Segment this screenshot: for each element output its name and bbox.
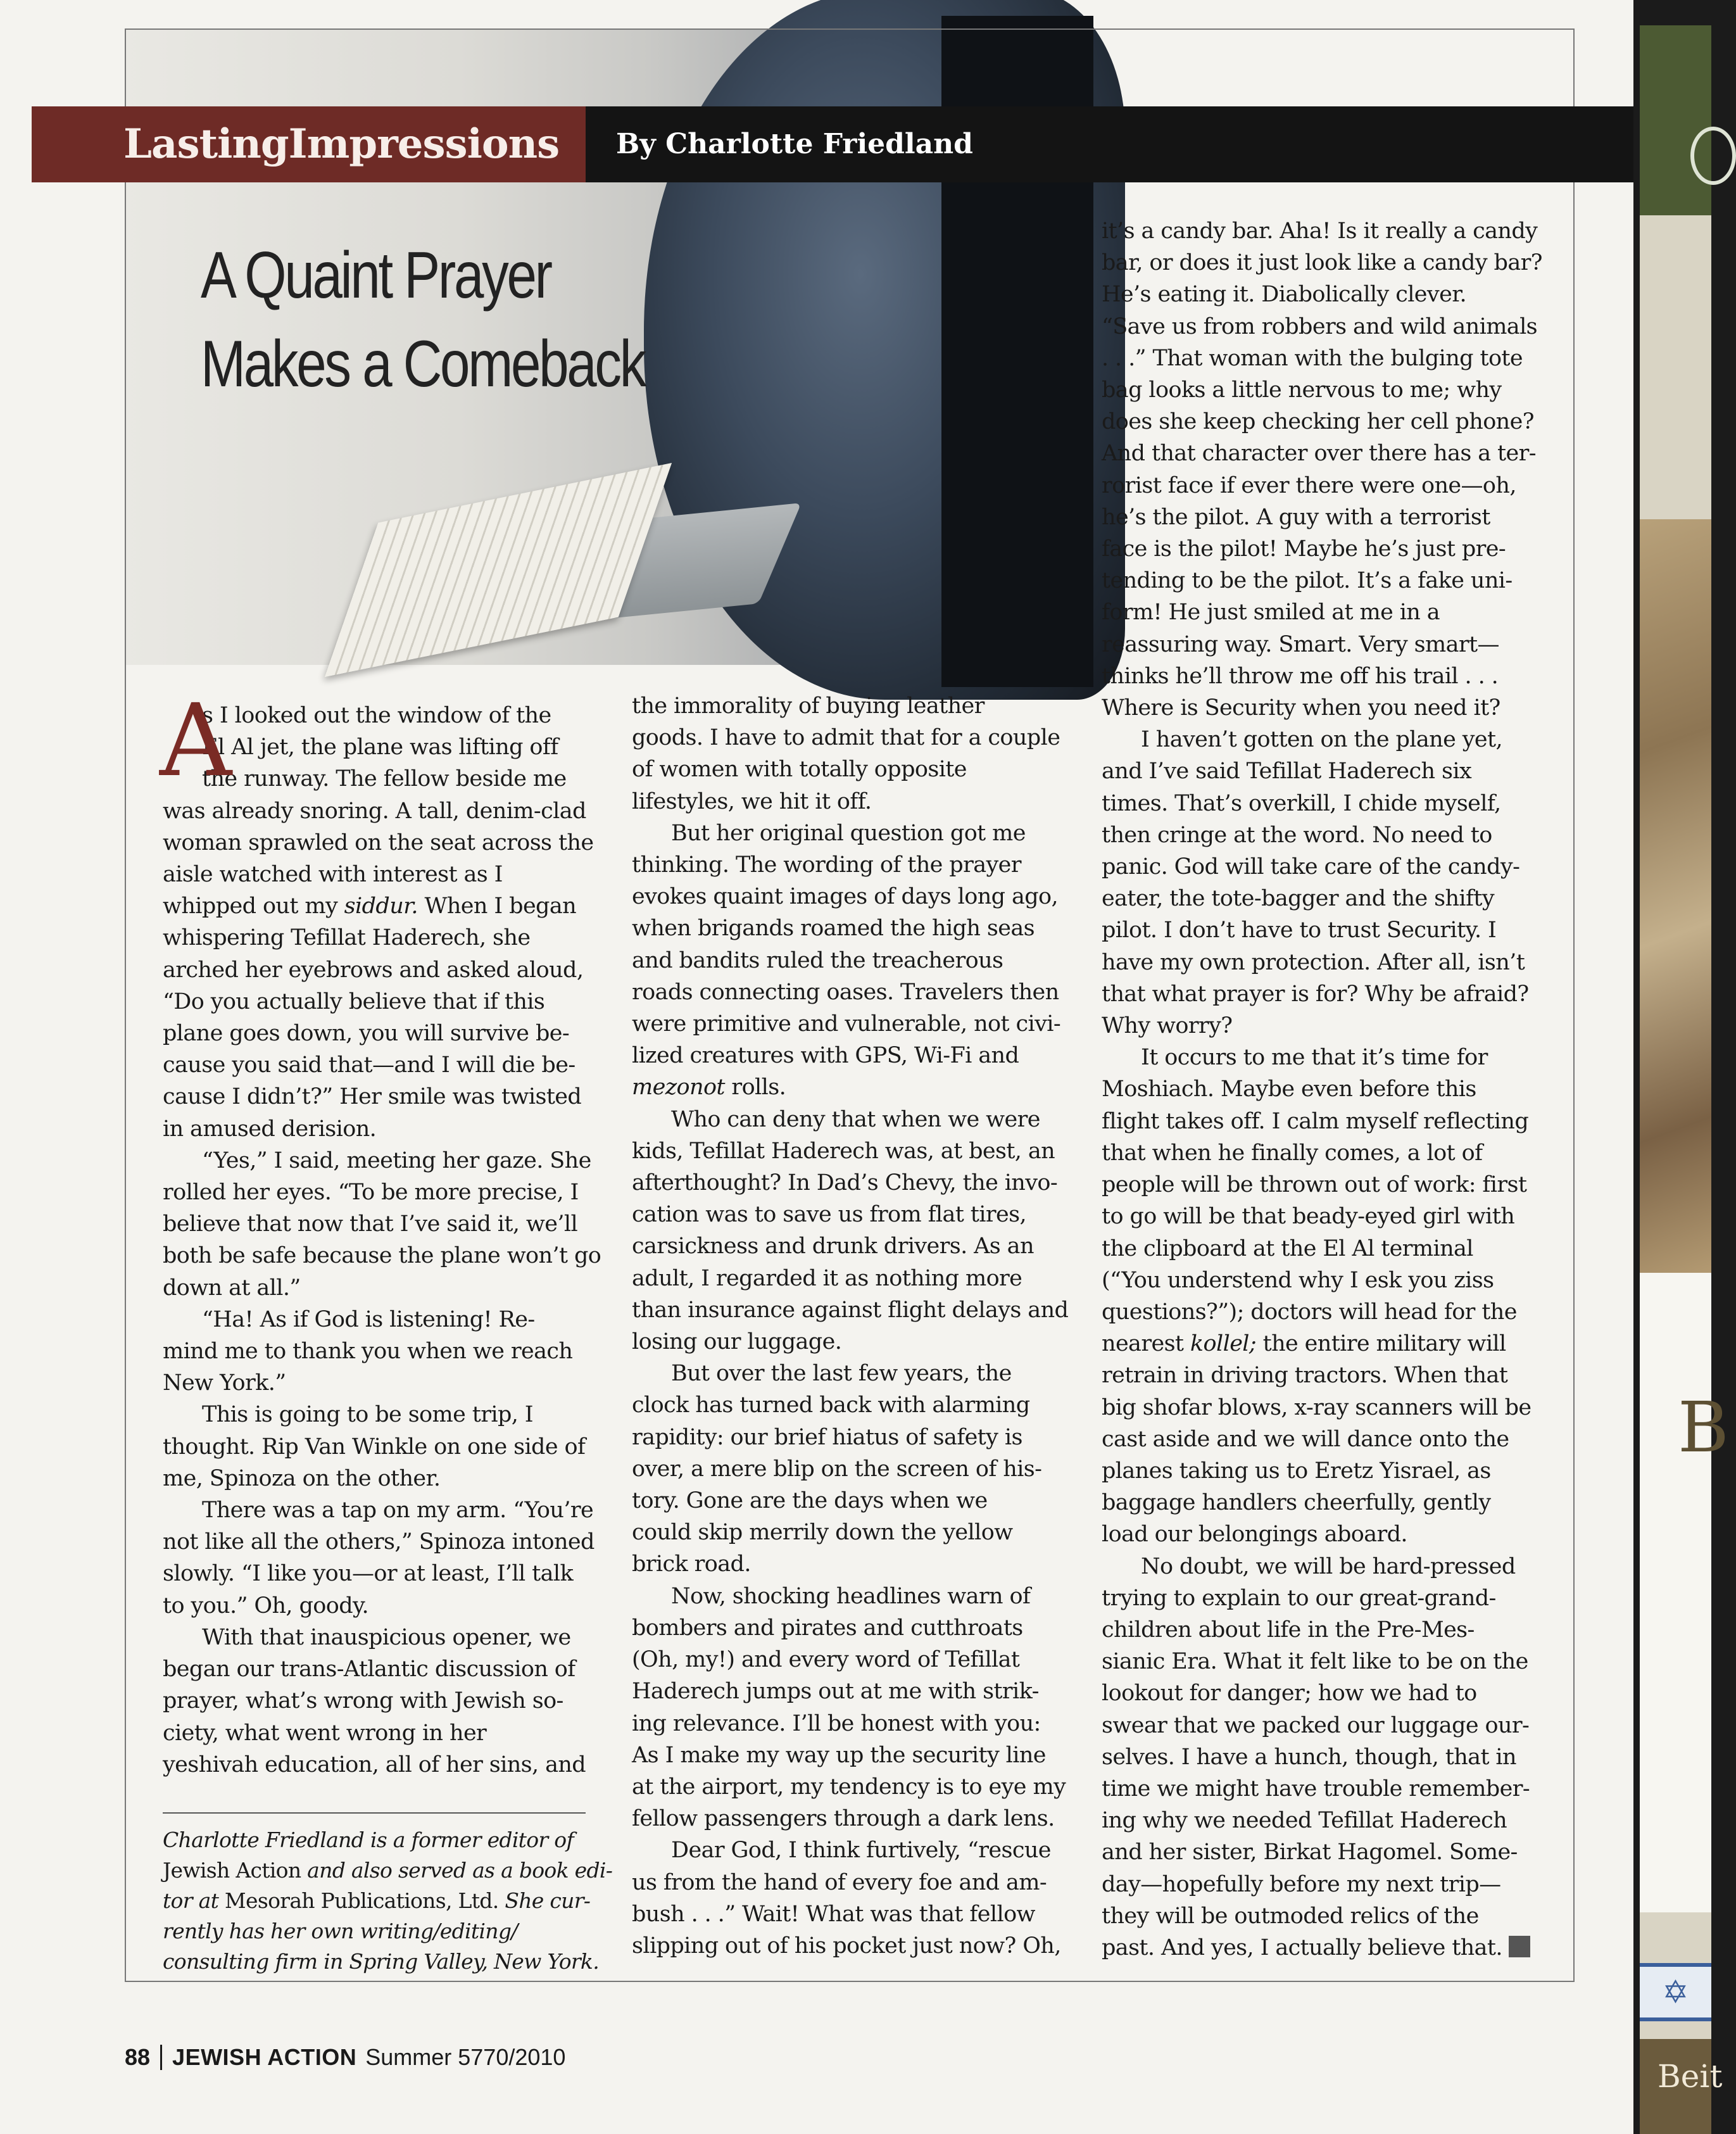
- text-line: big shofar blows, x-ray scanners will be: [1102, 1394, 1532, 1420]
- text-line: But her original question got me: [671, 820, 1026, 846]
- page-number: 88: [125, 2044, 151, 2070]
- text-line: in amused derision.: [163, 1116, 377, 1142]
- text-line: questions?”); doctors will head for the: [1102, 1299, 1517, 1325]
- text-line: bar, or does it just look like a candy bar?: [1102, 250, 1542, 276]
- text-line: me, Spinoza on the other.: [163, 1465, 441, 1491]
- text-line: when brigands roamed the high seas: [632, 916, 1035, 942]
- text-line: woman sprawled on the seat across the: [163, 830, 594, 855]
- text-line: “Yes,” I said, meeting her gaze. She: [202, 1147, 591, 1173]
- text-line: “Do you actually believe that if this: [163, 988, 545, 1014]
- text-line: With that inauspicious opener, we: [202, 1624, 571, 1650]
- text-line: Where is Security when you need it?: [1102, 695, 1500, 721]
- text-line: trying to explain to our great-grand-: [1102, 1585, 1496, 1611]
- text-line: (“You understend why I esk you ziss: [1102, 1267, 1494, 1293]
- text-line: clock has turned back with alarming: [632, 1392, 1030, 1418]
- text-line: “Save us from robbers and wild animals: [1102, 313, 1538, 339]
- text-line: time we might have trouble remember-: [1102, 1776, 1530, 1802]
- text-line: of women with totally opposite: [632, 757, 967, 783]
- text-line: . . .” That woman with the bulging tote: [1102, 345, 1523, 371]
- text-line: Charlotte Friedland is a former editor of: [163, 1828, 574, 1852]
- text-line: over, a mere blip on the screen of his-: [632, 1456, 1042, 1482]
- text-line: retrain in driving tractors. When that: [1102, 1363, 1508, 1389]
- text-line: tor at Mesorah Publications, Ltd. She cur-: [163, 1888, 591, 1913]
- text-line: times. That’s overkill, I chide myself,: [1102, 790, 1501, 816]
- text-line: us from the hand of every foe and am-: [632, 1869, 1047, 1895]
- text-line: tending to be the pilot. It’s a fake uni-: [1102, 568, 1513, 594]
- text-line: baggage handlers cheerfully, gently: [1102, 1490, 1491, 1516]
- text-line: goods. I have to admit that for a couple: [632, 725, 1060, 751]
- text-line: pilot. I don’t have to trust Security. I: [1102, 918, 1497, 944]
- text-line: slipping out of his pocket just now? Oh,: [632, 1933, 1061, 1959]
- text-line: brick road.: [632, 1551, 751, 1577]
- text-line: cause I didn’t?” Her smile was twisted: [163, 1084, 582, 1110]
- adjacent-bottom-text: Beit: [1640, 2039, 1711, 2134]
- text-line: not like all the others,” Spinoza intoned: [163, 1529, 594, 1555]
- text-line: s I looked out the window of the: [202, 703, 551, 728]
- text-line: thought. Rip Van Winkle on one side of: [163, 1434, 586, 1460]
- text-line: plane goes down, you will survive be-: [163, 1021, 570, 1047]
- text-line: the immorality of buying leather: [632, 693, 984, 719]
- text-line: swear that we packed our luggage our-: [1102, 1712, 1530, 1738]
- text-line: does she keep checking her cell phone?: [1102, 409, 1534, 435]
- text-line: children about life in the Pre-Mes-: [1102, 1617, 1475, 1643]
- article-column-2: [632, 690, 1069, 1962]
- text-line: they will be outmoded relics of the: [1102, 1903, 1479, 1929]
- text-line: rorist face if ever there were one—oh,: [1102, 472, 1516, 498]
- text-line: panic. God will take care of the candy-: [1102, 854, 1520, 880]
- text-line: eater, the tote-bagger and the shifty: [1102, 886, 1495, 912]
- text-line: carsickness and drunk drivers. As an: [632, 1234, 1034, 1260]
- article-column-3: [1102, 215, 1545, 1964]
- text-line: and her sister, Birkat Hagomel. Some-: [1102, 1840, 1518, 1866]
- text-line: aisle watched with interest as I: [163, 862, 503, 888]
- drop-cap: A: [160, 683, 232, 799]
- text-line: lookout for danger; how we had to: [1102, 1681, 1477, 1707]
- text-line: flight takes off. I calm myself reflecting: [1102, 1108, 1529, 1134]
- text-line: (Oh, my!) and every word of Tefillat: [632, 1647, 1020, 1673]
- text-line: ing relevance. I’ll be honest with you:: [632, 1710, 1041, 1736]
- text-line: nearest kollel; the entire military will: [1102, 1331, 1506, 1357]
- text-line: kids, Tefillat Haderech was, at best, an: [632, 1138, 1055, 1164]
- end-mark-icon: [1509, 1936, 1530, 1957]
- text-line: New York.”: [163, 1370, 286, 1396]
- text-line: was already snoring. A tall, denim-clad: [163, 798, 586, 824]
- text-line: down at all.”: [163, 1275, 301, 1301]
- text-line: Why worry?: [1102, 1013, 1233, 1039]
- text-line: at the airport, my tendency is to eye my: [632, 1774, 1066, 1800]
- text-line: people will be thrown out of work: first: [1102, 1172, 1527, 1198]
- text-line: bombers and pirates and cutthroats: [632, 1615, 1023, 1641]
- text-line: cation was to save us from flat tires,: [632, 1202, 1026, 1228]
- text-line: and I’ve said Tefillat Haderech six: [1102, 759, 1472, 785]
- text-line: lized creatures with GPS, Wi-Fi and: [632, 1043, 1019, 1069]
- text-line: He’s eating it. Diabolically clever.: [1102, 282, 1467, 308]
- text-line: roads connecting oases. Travelers then: [632, 979, 1059, 1005]
- text-line: bag looks a little nervous to me; why: [1102, 377, 1502, 403]
- text-line: began our trans-Atlantic discussion of: [163, 1657, 576, 1683]
- text-line: Moshiach. Maybe even before this: [1102, 1076, 1476, 1102]
- text-line: As I make my way up the security line: [632, 1742, 1046, 1768]
- text-line: than insurance against flight delays and: [632, 1297, 1069, 1323]
- text-line: This is going to be some trip, I: [202, 1402, 534, 1428]
- text-line: whipped out my siddur. When I began: [163, 893, 577, 919]
- issue-date: Summer 5770/2010: [365, 2044, 566, 2070]
- text-line: ing why we needed Tefillat Haderech: [1102, 1808, 1507, 1834]
- text-line: the runway. The fellow beside me: [202, 766, 567, 792]
- text-line: form! He just smiled at me in a: [1102, 600, 1440, 626]
- text-line: whispering Tefillat Haderech, she: [163, 925, 531, 951]
- bio-divider: [163, 1812, 586, 1814]
- adjacent-heading-letter: B: [1678, 1387, 1729, 1468]
- text-line: bush . . .” Wait! What was that fellow: [632, 1901, 1035, 1927]
- text-line: both be safe because the plane won’t go: [163, 1243, 601, 1269]
- text-line: day—hopefully before my next trip—: [1102, 1871, 1501, 1897]
- article-title: A Quaint Prayer Makes a Comeback: [201, 239, 645, 401]
- stone-wall-image: [1640, 519, 1711, 1273]
- text-line: thinking. The wording of the prayer: [632, 852, 1021, 878]
- text-line: it’s a candy bar. Aha! Is it really a candy: [1102, 218, 1538, 244]
- text-line: planes taking us to Eretz Yisrael, as: [1102, 1458, 1491, 1484]
- text-line: and bandits ruled the treacherous: [632, 947, 1003, 973]
- text-line: El Al jet, the plane was lifting off: [202, 735, 558, 761]
- text-line: to go will be that beady-eyed girl with: [1102, 1204, 1515, 1230]
- text-line: There was a tap on my arm. “You’re: [202, 1498, 594, 1524]
- adjacent-page-edge: [1640, 25, 1729, 2134]
- text-line: prayer, what’s wrong with Jewish so-: [163, 1688, 563, 1714]
- text-line: load our belongings aboard.: [1102, 1522, 1407, 1548]
- publication-name: JEWISH ACTION: [172, 2044, 357, 2070]
- text-line: It occurs to me that it’s time for: [1141, 1045, 1488, 1071]
- text-line: But over the last few years, the: [671, 1361, 1012, 1387]
- text-line: And that character over there has a ter-: [1102, 441, 1536, 467]
- text-line: Haderech jumps out at me with strik-: [632, 1679, 1039, 1705]
- text-line: mezonot rolls.: [632, 1075, 786, 1101]
- text-line: were primitive and vulnerable, not civi-: [632, 1011, 1061, 1037]
- text-line: sianic Era. What it felt like to be on the: [1102, 1649, 1528, 1675]
- text-line: rolled her eyes. “To be more precise, I: [163, 1180, 579, 1206]
- text-line: No doubt, we will be hard-pressed: [1141, 1553, 1516, 1579]
- text-line: slowly. “I like you—or at least, I’ll talk: [163, 1561, 574, 1587]
- text-line: Who can deny that when we were: [671, 1106, 1040, 1132]
- text-line: he’s the pilot. A guy with a terrorist: [1102, 504, 1490, 530]
- text-line: face is the pilot! Maybe he’s just pre-: [1102, 536, 1506, 562]
- text-line: mind me to thank you when we reach: [163, 1339, 573, 1365]
- text-line: lifestyles, we hit it off.: [632, 788, 872, 814]
- text-line: rently has her own writing/editing/: [163, 1919, 518, 1943]
- section-banner: LastingImpressions: [32, 106, 586, 182]
- text-line: cast aside and we will dance onto the: [1102, 1426, 1509, 1452]
- text-line: Dear God, I think furtively, “rescue: [671, 1838, 1051, 1864]
- text-line: rapidity: our brief hiatus of safety is: [632, 1424, 1022, 1450]
- text-line: Jewish Action and also served as a book edi-: [163, 1858, 613, 1883]
- text-line: fellow passengers through a dark lens.: [632, 1806, 1055, 1832]
- text-line: selves. I have a hunch, though, that in: [1102, 1744, 1516, 1770]
- author-bio: [163, 1825, 613, 1977]
- text-line: arched her eyebrows and asked aloud,: [163, 957, 584, 983]
- text-line: tory. Gone are the days when we: [632, 1488, 988, 1514]
- text-line: cause you said that—and I will die be-: [163, 1052, 576, 1078]
- text-line: the clipboard at the El Al terminal: [1102, 1235, 1473, 1261]
- text-line: to you.” Oh, goody.: [163, 1593, 369, 1619]
- text-line: adult, I regarded it as nothing more: [632, 1265, 1022, 1291]
- star-of-david-icon: ✡: [1640, 1963, 1711, 2021]
- article-column-1: [160, 683, 601, 1781]
- text-line: that when he finally comes, a lot of: [1102, 1140, 1483, 1166]
- text-line: could skip merrily down the yellow: [632, 1520, 1013, 1546]
- footer-separator: [160, 2045, 162, 2070]
- text-line: “Ha! As if God is listening! Re-: [202, 1306, 535, 1332]
- text-line: evokes quaint images of days long ago,: [632, 884, 1059, 910]
- logo-fragment-icon: [1690, 127, 1736, 185]
- text-line: then cringe at the word. No need to: [1102, 822, 1492, 848]
- page-footer: [125, 2044, 565, 2071]
- text-line: Now, shocking headlines warn of: [671, 1583, 1031, 1609]
- text-line: believe that now that I’ve said it, we’ll: [163, 1211, 578, 1237]
- text-line: have my own protection. After all, isn’t: [1102, 949, 1525, 975]
- byline: By Charlotte Friedland: [586, 106, 1633, 182]
- text-line: reassuring way. Smart. Very smart—: [1102, 631, 1499, 657]
- text-line: I haven’t gotten on the plane yet,: [1141, 727, 1502, 753]
- text-line: afterthought? In Dad’s Chevy, the invo-: [632, 1170, 1058, 1196]
- text-line: thinks he’ll throw me off his trail . . .: [1102, 663, 1499, 689]
- text-line: losing our luggage.: [632, 1329, 842, 1355]
- text-line: consulting firm in Spring Valley, New York.: [163, 1949, 600, 1974]
- text-line: yeshivah education, all of her sins, and: [163, 1752, 586, 1777]
- text-line: ciety, what went wrong in her: [163, 1720, 487, 1746]
- text-line: past. And yes, I actually believe that.: [1102, 1932, 1545, 1964]
- text-line: that what prayer is for? Why be afraid?: [1102, 981, 1529, 1007]
